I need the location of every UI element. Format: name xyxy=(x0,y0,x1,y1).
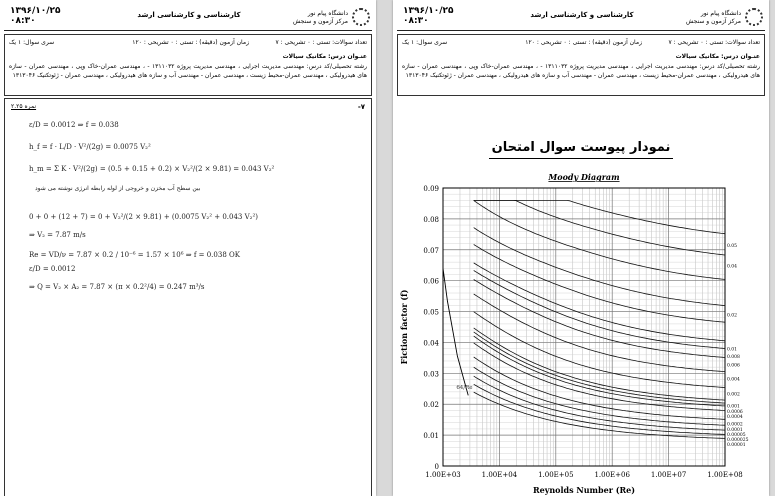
roughness-label: 0.01 xyxy=(727,347,738,353)
roughness-curve xyxy=(474,200,725,255)
page-header xyxy=(4,4,372,31)
equation-line: h_f = f · L/D · V²/(2g) = 0.0075 V₂² xyxy=(29,143,151,151)
x-tick-label: 1.00E+07 xyxy=(650,471,687,479)
chart-heading-underline xyxy=(489,158,673,159)
university-logo-icon xyxy=(352,8,370,26)
laminar-line xyxy=(443,268,468,395)
institution-line2: مرکز آزمون و سنجش xyxy=(686,18,741,25)
x-tick-label: 1.00E+08 xyxy=(707,471,743,479)
roughness-label: 0.004 xyxy=(727,377,740,383)
equation-line: Re = VD/ν = 7.87 × 0.2 / 10⁻⁶ = 1.57 × 10⁶ ⇒ f = 0.038 OK xyxy=(29,251,240,259)
page-header xyxy=(397,4,765,31)
questions-count: تعداد سوالات: تستی : ۰ تشریحی : ۷ xyxy=(668,39,760,46)
roughness-label: 0.008 xyxy=(727,355,740,361)
y-tick-label: 0.03 xyxy=(423,370,439,379)
roughness-label: 0.05 xyxy=(727,243,738,249)
exam-date-block xyxy=(403,6,454,26)
solution-box xyxy=(4,98,372,496)
plot-frame xyxy=(443,188,725,466)
series-label: سری سوال: ۱ یک xyxy=(402,39,448,46)
equation-line: h_m = Σ K · V²/(2g) = (0.5 + 0.15 + 0.2) × V₂²/(2 × 9.81) = 0.043 V₂² xyxy=(29,165,275,173)
roughness-label: 0.002 xyxy=(727,392,740,398)
exam-page-chart xyxy=(393,0,769,496)
roughness-label: 0.04 xyxy=(727,264,738,270)
exam-duration: زمان آزمون (دقیقه) : تستی : ۰ تشریحی : ۱۲۰ xyxy=(525,39,642,46)
roughness-label: 0.001 xyxy=(727,404,740,410)
equation-line: ⇒ V₂ = 7.87 m/s xyxy=(29,231,86,239)
questions-count: تعداد سوالات: تستی : ۰ تشریحی : ۷ xyxy=(275,39,367,46)
exam-date: ۱۳۹۶/۱۰/۲۵ xyxy=(10,6,61,16)
exam-level: کارشناسی و کارشناسی ارشد xyxy=(137,11,241,19)
chart-title: Moody Diagram xyxy=(548,172,620,182)
exam-time: ۰۸:۳۰ xyxy=(403,16,429,26)
institution-line1: دانشگاه پیام نور xyxy=(700,10,741,17)
roughness-label: 0.0001 xyxy=(727,428,743,434)
equation-note: بین سطح آب مخزن و خروجی از لوله رابطه انرژی نوشته می شود xyxy=(35,185,201,192)
course-title: عنـوان درس: مکانیک سیالات xyxy=(282,53,367,60)
y-tick-label: 0.04 xyxy=(423,339,439,348)
y-tick-label: 0.06 xyxy=(423,277,439,286)
roughness-label: 0.0004 xyxy=(727,415,743,421)
exam-date: ۱۳۹۶/۱۰/۲۵ xyxy=(403,6,454,16)
equation-line: ⇒ Q = V₂ × A₂ = 7.87 × (π × 0.2²/4) = 0.247 m³/s xyxy=(29,283,205,291)
x-tick-label: 1.00E+06 xyxy=(594,471,630,479)
roughness-label: 0.0002 xyxy=(727,422,743,428)
field-code: رشته تحصیلی/کد درس: مهندسی مدیریت اجرایی ، مهندسی مدیریت پروژه ۱۳۱۱۰۳۲ - ، مهندسی عمران-خاک وپی ، مهندسی عمران - سازه های هیدرولیکی ، مهندسی عمران-محیط زیست ، مهندسی عمران - مهندسی آب و سازه های هیدرولیکی ، مهندسی عمران - ژئوتکنیک ۱۳۱۳۰۴۶ xyxy=(9,63,367,79)
exam-level: کارشناسی و کارشناسی ارشد xyxy=(530,11,634,19)
equation-line: ε/D = 0.0012 ⇒ f = 0.038 xyxy=(29,121,119,129)
exam-meta-box xyxy=(4,34,372,96)
exam-page-solution xyxy=(0,0,376,496)
roughness-label: 0.0006 xyxy=(727,410,743,416)
field-code: رشته تحصیلی/کد درس: مهندسی مدیریت اجرایی ، مهندسی مدیریت پروژه ۱۳۱۱۰۳۲ - ، مهندسی عمران-خاک وپی ، مهندسی عمران - سازه های هیدرولیکی ، مهندسی عمران-محیط زیست ، مهندسی عمران - مهندسی آب و سازه های هیدرولیکی ، مهندسی عمران - ژئوتکنیک ۱۳۱۳۰۴۶ xyxy=(402,63,760,79)
roughness-curve xyxy=(474,392,725,438)
institution-name xyxy=(686,10,741,26)
y-tick-label: 0.09 xyxy=(423,185,439,193)
roughness-curve xyxy=(474,312,725,388)
x-axis-label: Reynolds Number (Re) xyxy=(532,485,636,495)
institution-name xyxy=(293,10,348,26)
institution-line1: دانشگاه پیام نور xyxy=(307,10,348,17)
x-tick-label: 1.00E+04 xyxy=(481,471,518,479)
y-tick-label: 0.01 xyxy=(423,432,439,441)
y-tick-label: 0.02 xyxy=(423,401,439,410)
laminar-label: 64/Re xyxy=(456,384,473,391)
y-tick-label: 0.07 xyxy=(423,246,439,255)
moody-chart xyxy=(393,166,769,496)
roughness-label: 0.000025 xyxy=(727,438,749,444)
question-score: ۲.۲۵ نمره xyxy=(11,103,37,110)
exam-duration: زمان آزمون (دقیقه) : تستی : ۰ تشریحی : ۱۲۰ xyxy=(132,39,249,46)
y-tick-label: 0.08 xyxy=(423,215,439,224)
chart-heading: نمودار پیوست سوال امتحان xyxy=(491,140,671,155)
roughness-curve xyxy=(474,200,725,233)
exam-meta-box xyxy=(397,34,765,96)
institution-line2: مرکز آزمون و سنجش xyxy=(293,18,348,25)
y-tick-label: 0 xyxy=(434,463,439,471)
x-tick-label: 1.00E+05 xyxy=(538,471,574,479)
equation-line: 0 + 0 + (12 + 7) = 0 + V₂²/(2 × 9.81) + (0.0075 V₂² + 0.043 V₂²) xyxy=(29,213,259,221)
x-tick-label: 1.00E+03 xyxy=(425,471,461,479)
roughness-label: 0.00005 xyxy=(727,433,746,439)
roughness-curve xyxy=(474,328,725,400)
exam-date-block xyxy=(10,6,61,26)
y-tick-label: 0.05 xyxy=(423,308,439,317)
roughness-label: 0.00001 xyxy=(727,443,746,449)
exam-time: ۰۸:۳۰ xyxy=(10,16,36,26)
roughness-label: 0.006 xyxy=(727,363,740,369)
equation-line: ε/D = 0.0012 xyxy=(29,265,76,273)
roughness-curve xyxy=(474,200,725,279)
university-logo-icon xyxy=(745,8,763,26)
series-label: سری سوال: ۱ یک xyxy=(9,39,55,46)
course-title: عنـوان درس: مکانیک سیالات xyxy=(675,53,760,60)
roughness-curve xyxy=(474,228,725,306)
roughness-label: 0.02 xyxy=(727,313,738,319)
y-axis-label: Fiction factor (f) xyxy=(399,289,409,365)
question-number: -۷ xyxy=(357,103,365,111)
